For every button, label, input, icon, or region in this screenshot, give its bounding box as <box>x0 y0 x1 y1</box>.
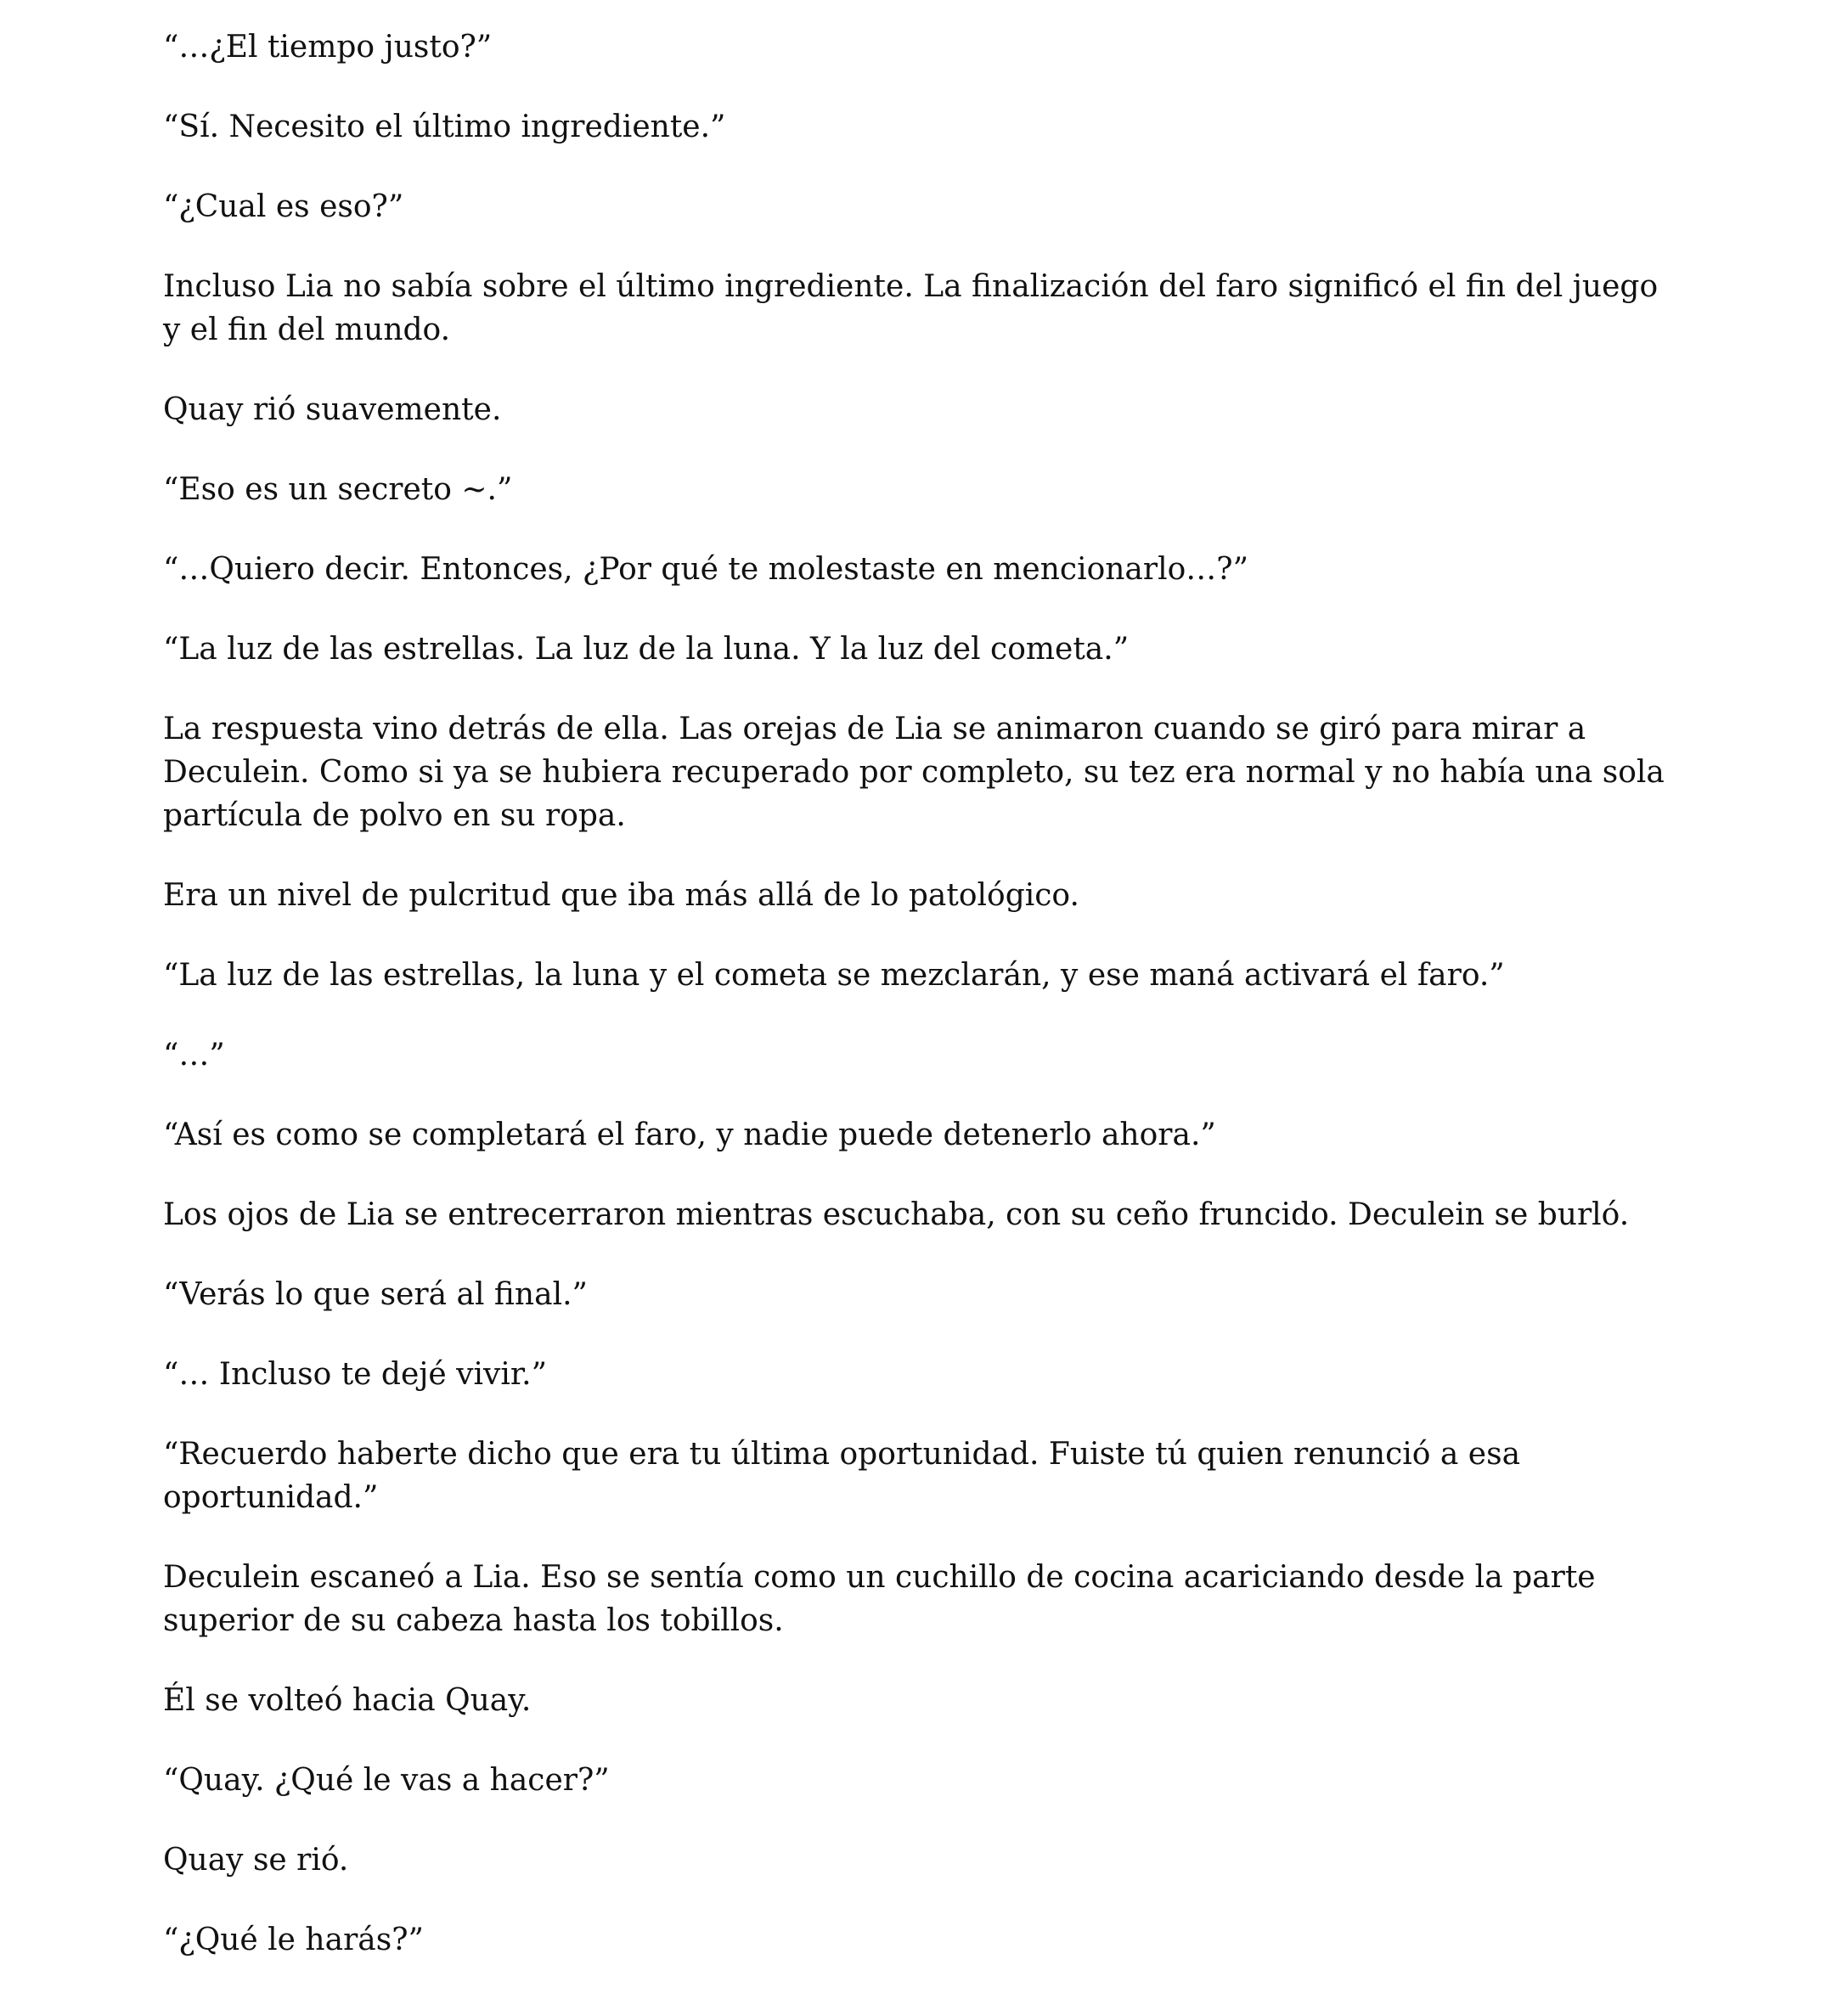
paragraph: Incluso Lia no sabía sobre el último ingrediente. La finalización del faro significó el fin del juego y el fin del mundo. <box>163 269 1659 347</box>
paragraph: “La luz de las estrellas, la luna y el cometa se mezclarán, y ese maná activará el faro.” <box>163 958 1505 993</box>
paragraph: “…” <box>163 1038 225 1073</box>
paragraph: “Eso es un secreto ~.” <box>163 472 513 507</box>
paragraph: “…¿El tiempo justo?” <box>163 30 493 65</box>
paragraph: “Quay. ¿Qué le vas a hacer?” <box>163 1763 610 1798</box>
paragraph: Era un nivel de pulcritud que iba más allá de lo patológico. <box>163 878 1079 913</box>
paragraph: “Así es como se completará el faro, y nadie puede detenerlo ahora.” <box>163 1118 1216 1152</box>
paragraph: Quay se rió. <box>163 1843 349 1878</box>
paragraph: Él se volteó hacia Quay. <box>163 1683 532 1718</box>
paragraph: “…Quiero decir. Entonces, ¿Por qué te molestaste en mencionarlo…?” <box>163 552 1248 587</box>
document-page <box>163 25 1683 1998</box>
paragraph: Los ojos de Lia se entrecerraron mientras escuchaba, con su ceño fruncido. Deculein se burló. <box>163 1197 1630 1232</box>
paragraph: “La luz de las estrellas. La luz de la luna. Y la luz del cometa.” <box>163 632 1130 667</box>
paragraph: Deculein escaneó a Lia. Eso se sentía como un cuchillo de cocina acariciando desde la parte superior de su cabeza hasta los tobillos. <box>163 1560 1596 1638</box>
paragraph: “Sí. Necesito el último ingrediente.” <box>163 110 726 144</box>
paragraph: Quay rió suavemente. <box>163 392 502 427</box>
paragraph: “… Incluso te dejé vivir.” <box>163 1357 547 1392</box>
paragraph: “Recuerdo haberte dicho que era tu última oportunidad. Fuiste tú quien renunció a esa oportunidad.” <box>163 1437 1521 1515</box>
paragraph: “Verás lo que será al final.” <box>163 1277 588 1312</box>
paragraph: “¿Cual es eso?” <box>163 189 404 224</box>
paragraph: “¿Qué le harás?” <box>163 1923 424 1957</box>
paragraph: La respuesta vino detrás de ella. Las orejas de Lia se animaron cuando se giró para mirar a Deculein. Como si ya se hubiera recuperado por completo, su tez era normal y no había una sola partícula de polvo en su ropa. <box>163 712 1665 833</box>
